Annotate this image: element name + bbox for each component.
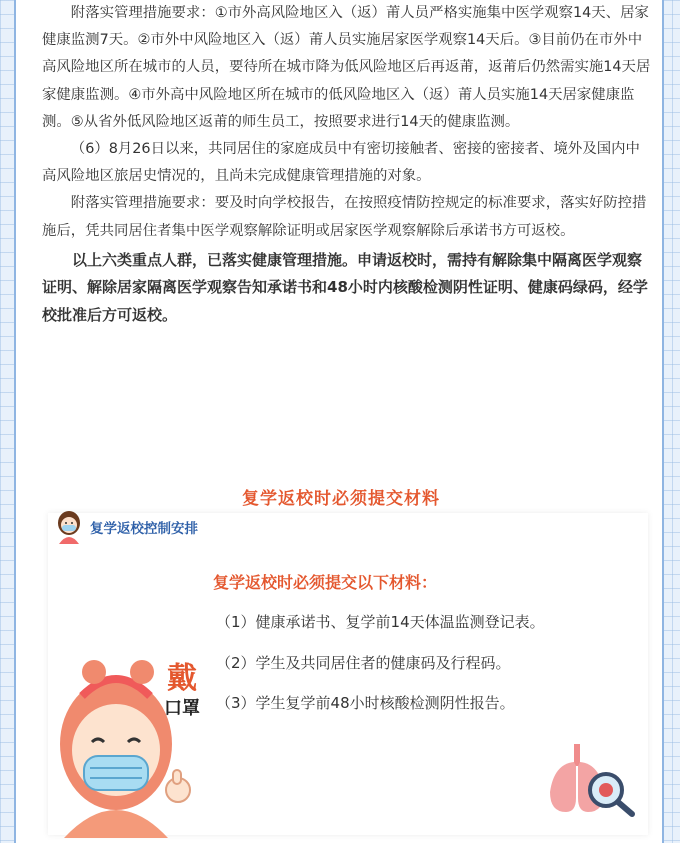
panel-header [54,512,198,542]
mask-caption-kouzhao: 口罩 [164,698,200,719]
paragraph-group-6: （6）8月26日以来，共同居住的家庭成员中有密切接触者、密接的密接者、境外及国内中高风险地区旅居史情况的，且尚未完成健康管理措施的对象。 [42,141,640,185]
section-title: 复学返校时必须提交材料 [242,489,440,509]
material-item-1: （1）健康承诺书、复学前14天体温监测登记表。 [216,613,545,631]
article-card [14,0,664,843]
article-body [42,0,652,329]
materials-title: 复学返校时必须提交以下材料： [213,573,438,592]
paragraph-summary: 以上六类重点人群，已落实健康管理措施。申请返校时，需持有解除集中隔离医学观察证明、解除居家隔离医学观察告知承诺书和48小时内核酸检测阴性证明、健康码绿码，经学校批准后方可返校。 [42,250,648,324]
paragraph-measures-1: 附落实管理措施要求：①市外高风险地区入（返）莆人员严格实施集中医学观察14天、居家健康监测7天。②市外中风险地区入（返）莆人员实施居家医学观察14天后。③目前仍在市外中高风险地区所在城市的人员，要待所在城市降为低风险地区后再返莆，返莆后仍然需实施14天居家健康监测。④市外高中风险地区所在城市的低风险地区入（返）莆人员实施14天居家健康监测。⑤从省外低风险地区返莆的师生员工，按照要求进行14天的健康监测。 [42,5,651,130]
paragraph-measures-2: 附落实管理措施要求：要及时向学校报告，在按照疫情防控规定的标准要求，落实好防控措施后，凭共同居住者集中医学观察解除证明或居家医学观察解除后承诺书方可返校。 [42,195,647,239]
mask-caption [152,662,212,722]
girl-avatar-icon [54,510,84,544]
material-item-2: （2）学生及共同居住者的健康码及行程码。 [216,654,511,672]
mask-caption-dai: 戴 [167,661,197,696]
panel-header-label: 复学返校控制安排 [90,521,198,537]
material-item-3: （3）学生复学前48小时核酸检测阴性报告。 [216,694,515,712]
lungs-magnifier-icon [544,742,640,818]
